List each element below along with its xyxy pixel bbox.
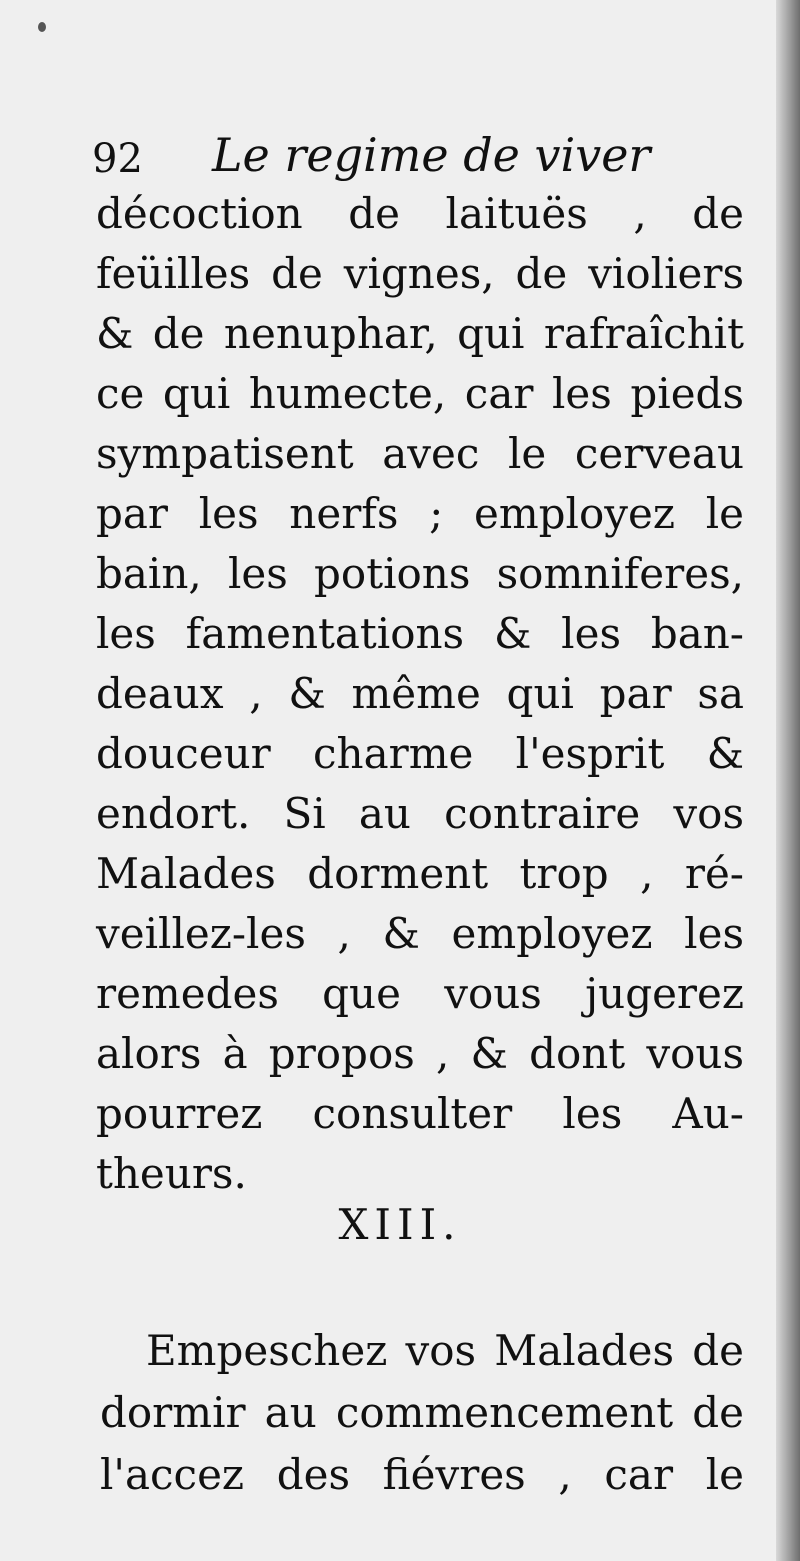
text-line: alors à propos , & dont vous <box>96 1029 744 1078</box>
page-gutter-shadow <box>776 0 800 1561</box>
text-line: deaux , & même qui par sa <box>96 669 744 718</box>
text-line: Empeschez vos Malades de <box>146 1326 744 1375</box>
ink-speck <box>38 22 46 32</box>
page-header <box>92 128 752 188</box>
text-line: bain, les potions somniferes, <box>96 549 744 598</box>
text-line: dormir au commencement de <box>100 1388 744 1437</box>
running-head: Le regime de viver <box>212 128 651 182</box>
text-line: les famentations & les ban- <box>96 609 744 658</box>
section-heading: XIII. <box>338 1200 462 1249</box>
text-line: veillez-les , & employez les <box>96 909 744 958</box>
text-line: Malades dorment trop , ré- <box>96 849 744 898</box>
text-line: pourrez consulter les Au- <box>96 1089 744 1138</box>
text-line: sympatisent avec le cerveau <box>96 429 744 478</box>
paragraph-1 <box>96 184 744 1204</box>
text-line: remedes que vous jugerez <box>96 969 744 1018</box>
text-line: douceur charme l'esprit & <box>96 729 744 778</box>
paragraph-2 <box>100 1320 744 1506</box>
text-line: décoction de laituës , de <box>96 189 744 238</box>
text-line: feüilles de vignes, de violiers <box>96 249 744 298</box>
text-line: endort. Si au contraire vos <box>96 789 744 838</box>
text-line: ce qui humecte, car les pieds <box>96 369 744 418</box>
page-number: 92 <box>92 136 143 182</box>
text-line: & de nenuphar, qui rafraîchit <box>96 309 744 358</box>
text-line: par les nerfs ; employez le <box>96 489 744 538</box>
text-line: l'accez des fiévres , car le <box>100 1450 744 1499</box>
text-line: theurs. <box>96 1149 247 1198</box>
